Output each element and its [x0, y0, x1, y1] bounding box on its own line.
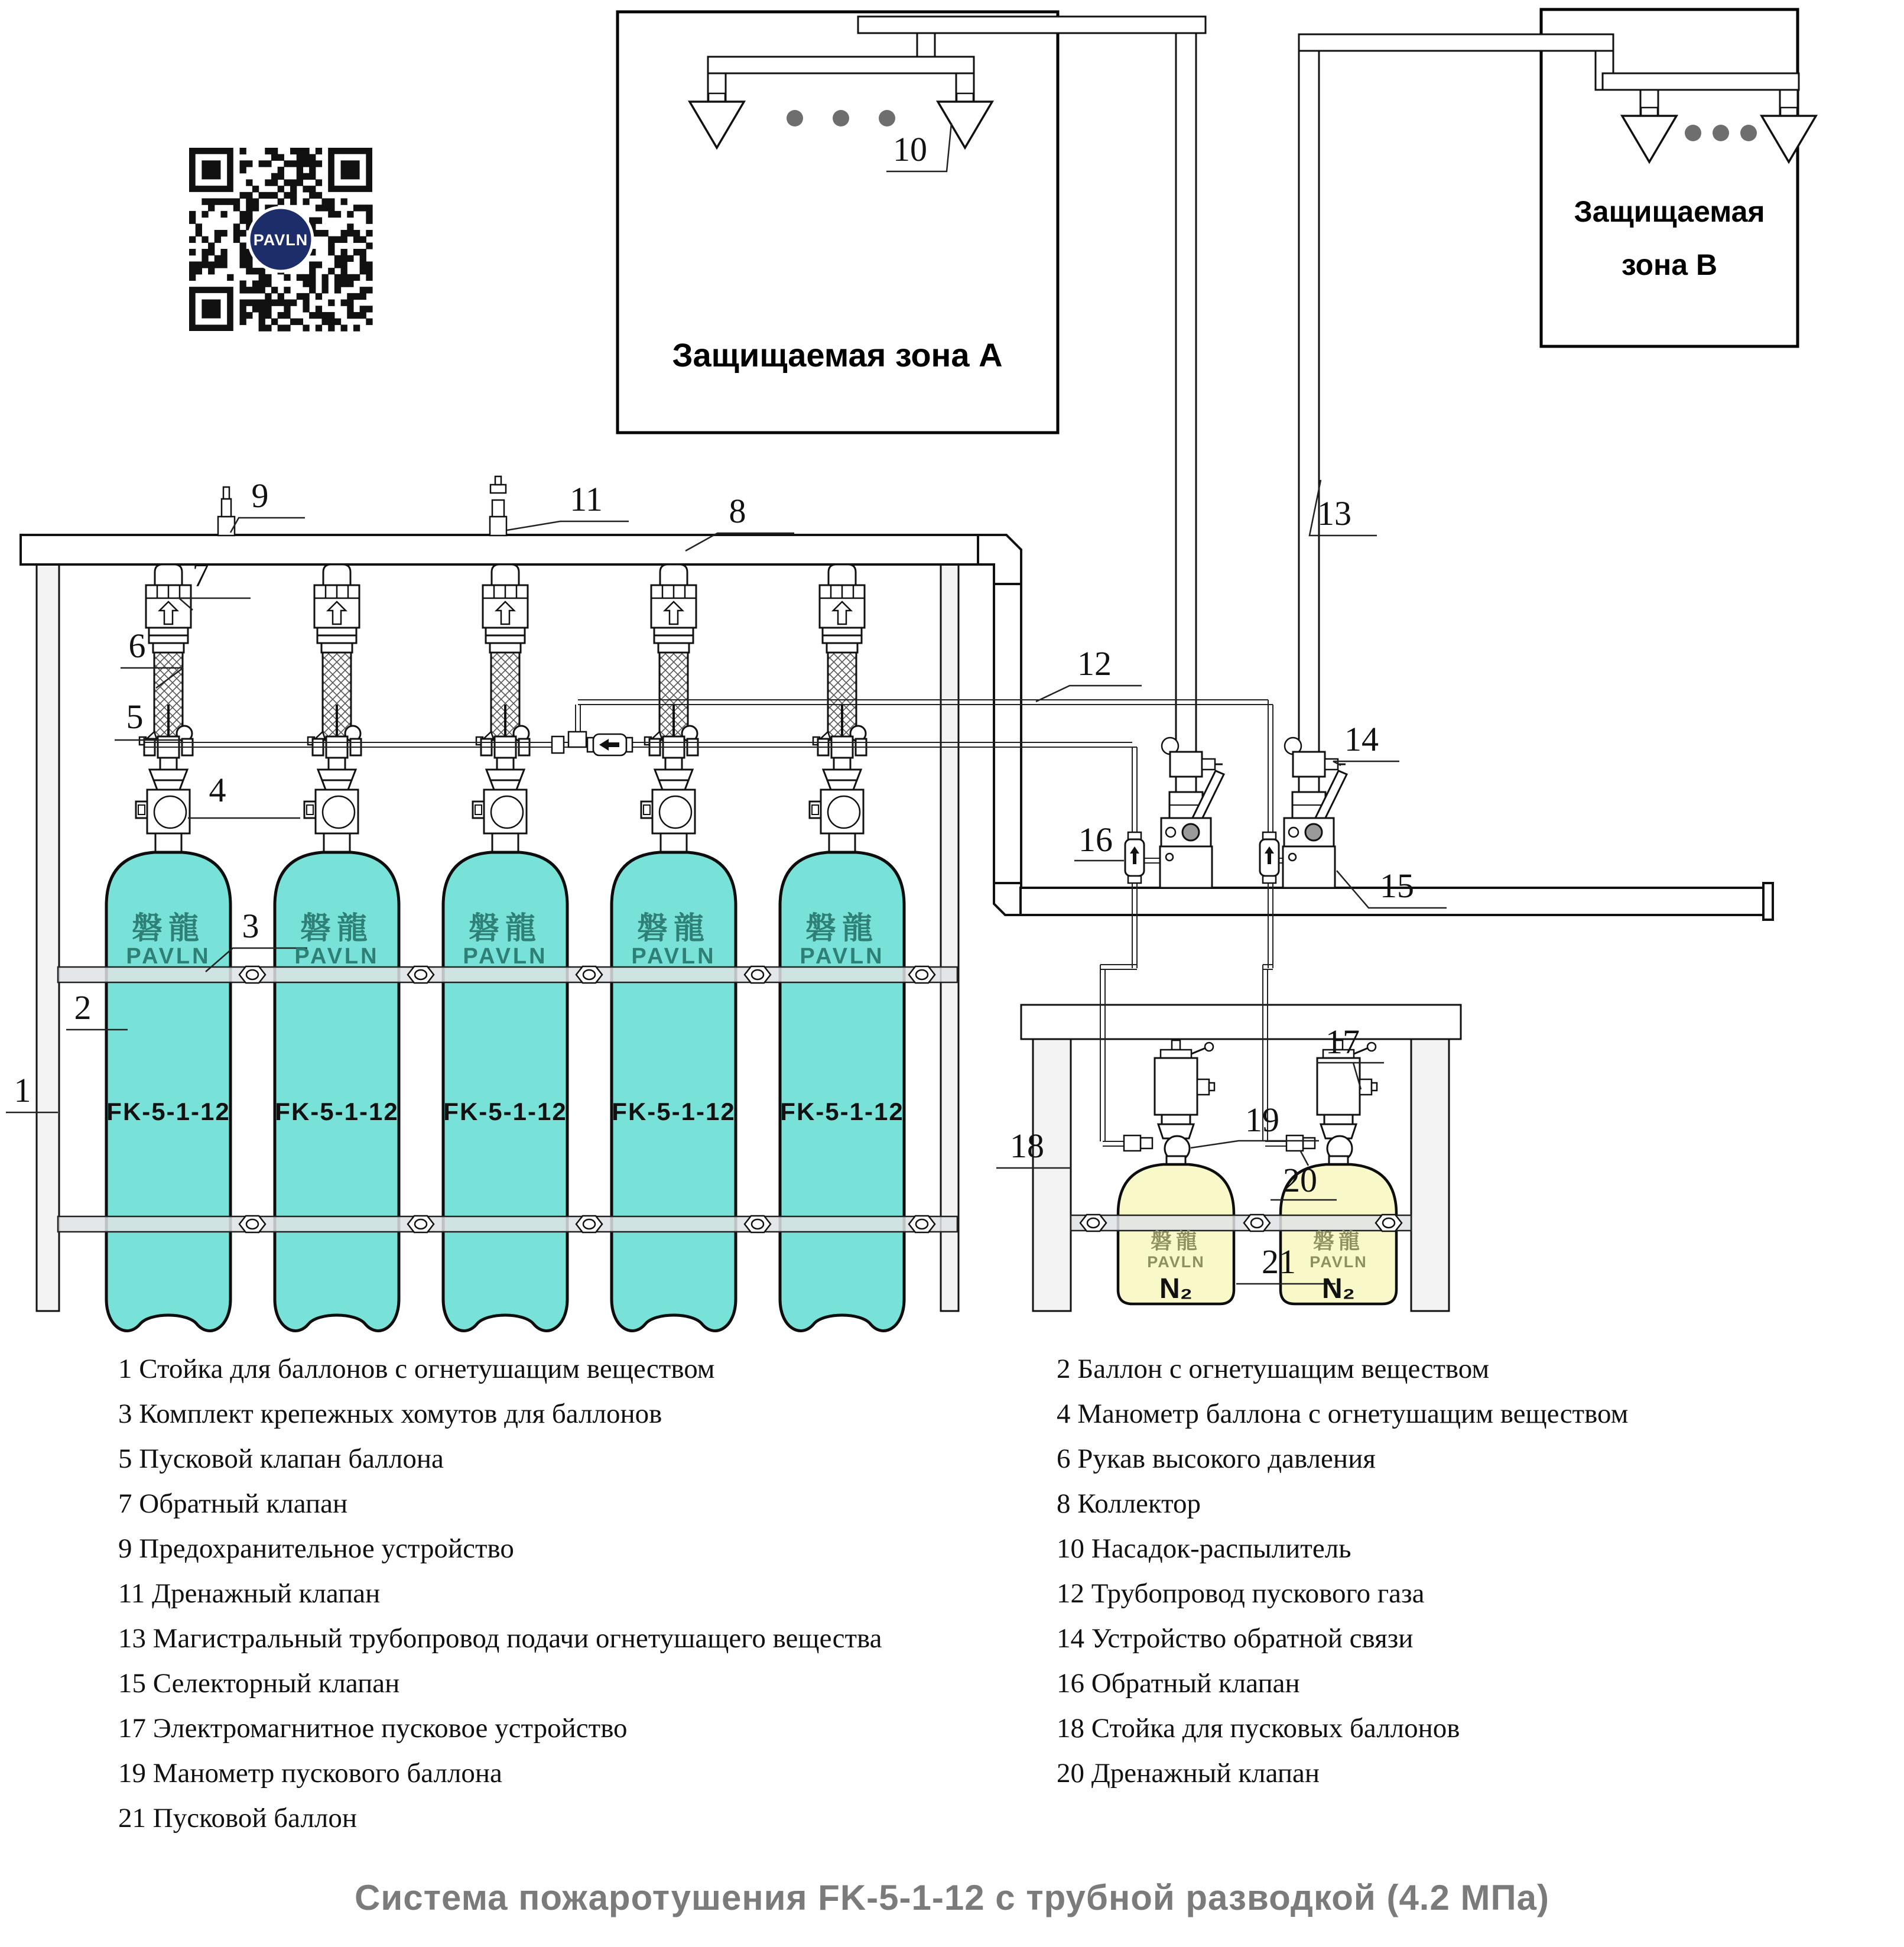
callout-20: 20: [1283, 1161, 1317, 1199]
collector-pipe: [21, 535, 1773, 920]
cylinder-brand: PAVLN: [631, 944, 716, 969]
legend-item: 13 Магистральный трубопровод подачи огнетушащего вещества: [118, 1623, 882, 1654]
hex-bolt-icon: [576, 1216, 602, 1232]
callout-19: 19: [1245, 1101, 1279, 1139]
pilot-cylinder-label: N₂: [1159, 1273, 1193, 1305]
legend-item: 3 Комплект крепежных хомутов для баллонов: [118, 1398, 662, 1429]
callout-8: 8: [729, 492, 746, 530]
callout-10: 10: [893, 130, 927, 168]
callout-1: 1: [14, 1071, 31, 1109]
legend-item: 1 Стойка для баллонов с огнетушащим веществом: [118, 1354, 715, 1384]
legend-item: 21 Пусковой баллон: [118, 1803, 358, 1834]
callout-16: 16: [1078, 820, 1113, 859]
hex-bolt-icon: [745, 966, 771, 983]
pilot-cylinder-label: N₂: [1322, 1273, 1355, 1305]
cylinder-brand: PAVLN: [294, 944, 379, 969]
cylinder-brand: PAVLN: [800, 944, 885, 969]
pilot-cylinder-brand: PAVLN: [1147, 1253, 1205, 1271]
cylinder-type-label: FK-5-1-12: [443, 1098, 567, 1125]
legend-item: 6 Рукав высокого давления: [1057, 1443, 1376, 1474]
callout-9: 9: [251, 476, 269, 515]
legend-item: 7 Обратный клапан: [118, 1488, 348, 1519]
cylinder-type-label: FK-5-1-12: [275, 1098, 399, 1125]
check-valve: [1125, 832, 1144, 883]
hex-bolt-icon: [576, 966, 602, 983]
hex-bolt-icon: [1080, 1215, 1106, 1231]
zone-a-label: Защищаемая зона А: [672, 336, 1003, 374]
cylinder-type-label: FK-5-1-12: [780, 1098, 904, 1125]
callout-21: 21: [1262, 1242, 1296, 1281]
legend-item: 17 Электромагнитное пусковое устройство: [118, 1713, 628, 1744]
cylinder-brand-cn: 磐龍: [805, 911, 879, 946]
hex-bolt-icon: [239, 1216, 265, 1232]
callout-7: 7: [192, 556, 210, 594]
cylinder-type-label: FK-5-1-12: [106, 1098, 230, 1125]
callout-11: 11: [570, 480, 603, 518]
legend-item: 9 Предохранительное устройство: [118, 1533, 514, 1564]
callout-3: 3: [242, 907, 259, 945]
hex-bolt-icon: [1376, 1215, 1402, 1231]
cylinder-brand: PAVLN: [463, 944, 548, 969]
callout-6: 6: [128, 627, 146, 665]
pilot-cylinder-brand-cn: 磐龍: [1150, 1229, 1202, 1254]
legend-item: 15 Селекторный клапан: [118, 1668, 400, 1699]
cylinder-brand-cn: 磐龍: [468, 911, 542, 946]
pilot-cylinder-brand: PAVLN: [1310, 1253, 1367, 1271]
callout-14: 14: [1344, 720, 1379, 758]
cylinder-type-label: FK-5-1-12: [612, 1098, 736, 1125]
cylinder-brand-cn: 磐龍: [300, 911, 374, 946]
legend-right-column: [1057, 1346, 1628, 1796]
cylinder-brand-cn: 磐龍: [636, 911, 711, 946]
legend-item: 20 Дренажный клапан: [1057, 1758, 1320, 1789]
pilot-cylinder-brand-cn: 磐龍: [1312, 1229, 1364, 1254]
hex-bolt-icon: [745, 1216, 771, 1232]
hex-bolt-icon: [1244, 1215, 1270, 1231]
zone-b-label-line2: зона B: [1621, 248, 1718, 281]
legend-item: 11 Дренажный клапан: [118, 1578, 381, 1609]
callout-18: 18: [1010, 1127, 1044, 1165]
hex-bolt-icon: [239, 966, 265, 983]
callout-15: 15: [1380, 867, 1414, 905]
pavln-badge-label: PAVLN: [253, 231, 308, 249]
legend-item: 14 Устройство обратной связи: [1057, 1623, 1414, 1654]
check-valve: [1260, 832, 1279, 883]
zone-b-box: [1541, 9, 1798, 346]
hex-bolt-icon: [408, 1216, 434, 1232]
legend-item: 18 Стойка для пусковых баллонов: [1057, 1713, 1460, 1744]
legend-left-column: [118, 1346, 882, 1841]
legend-item: 19 Манометр пускового баллона: [118, 1758, 502, 1789]
callout-17: 17: [1325, 1023, 1360, 1061]
callout-4: 4: [209, 771, 226, 809]
legend-item: 2 Баллон с огнетушащим веществом: [1057, 1354, 1490, 1384]
legend-item: 8 Коллектор: [1057, 1488, 1201, 1519]
drain-valve: [490, 476, 506, 536]
cylinder-brand-cn: 磐龍: [131, 911, 206, 946]
callout-5: 5: [126, 697, 144, 736]
legend-item: 10 Насадок-распылитель: [1057, 1533, 1351, 1564]
cylinder-brand: PAVLN: [126, 944, 211, 969]
callout-13: 13: [1317, 494, 1351, 533]
hex-bolt-icon: [909, 966, 935, 983]
hex-bolt-icon: [909, 1216, 935, 1232]
legend-item: 12 Трубопровод пускового газа: [1057, 1578, 1425, 1609]
zone-b-label-line1: Защищаемая: [1574, 195, 1765, 228]
legend-item: 5 Пусковой клапан баллона: [118, 1443, 444, 1474]
callout-2: 2: [74, 988, 92, 1027]
legend-item: 16 Обратный клапан: [1057, 1668, 1300, 1699]
legend-item: 4 Манометр баллона с огнетушащим веществом: [1057, 1398, 1629, 1429]
callout-12: 12: [1077, 644, 1112, 683]
diagram-title: Система пожаротушения FK-5-1-12 с трубной разводкой (4.2 МПа): [355, 1878, 1549, 1917]
hex-bolt-icon: [408, 966, 434, 983]
